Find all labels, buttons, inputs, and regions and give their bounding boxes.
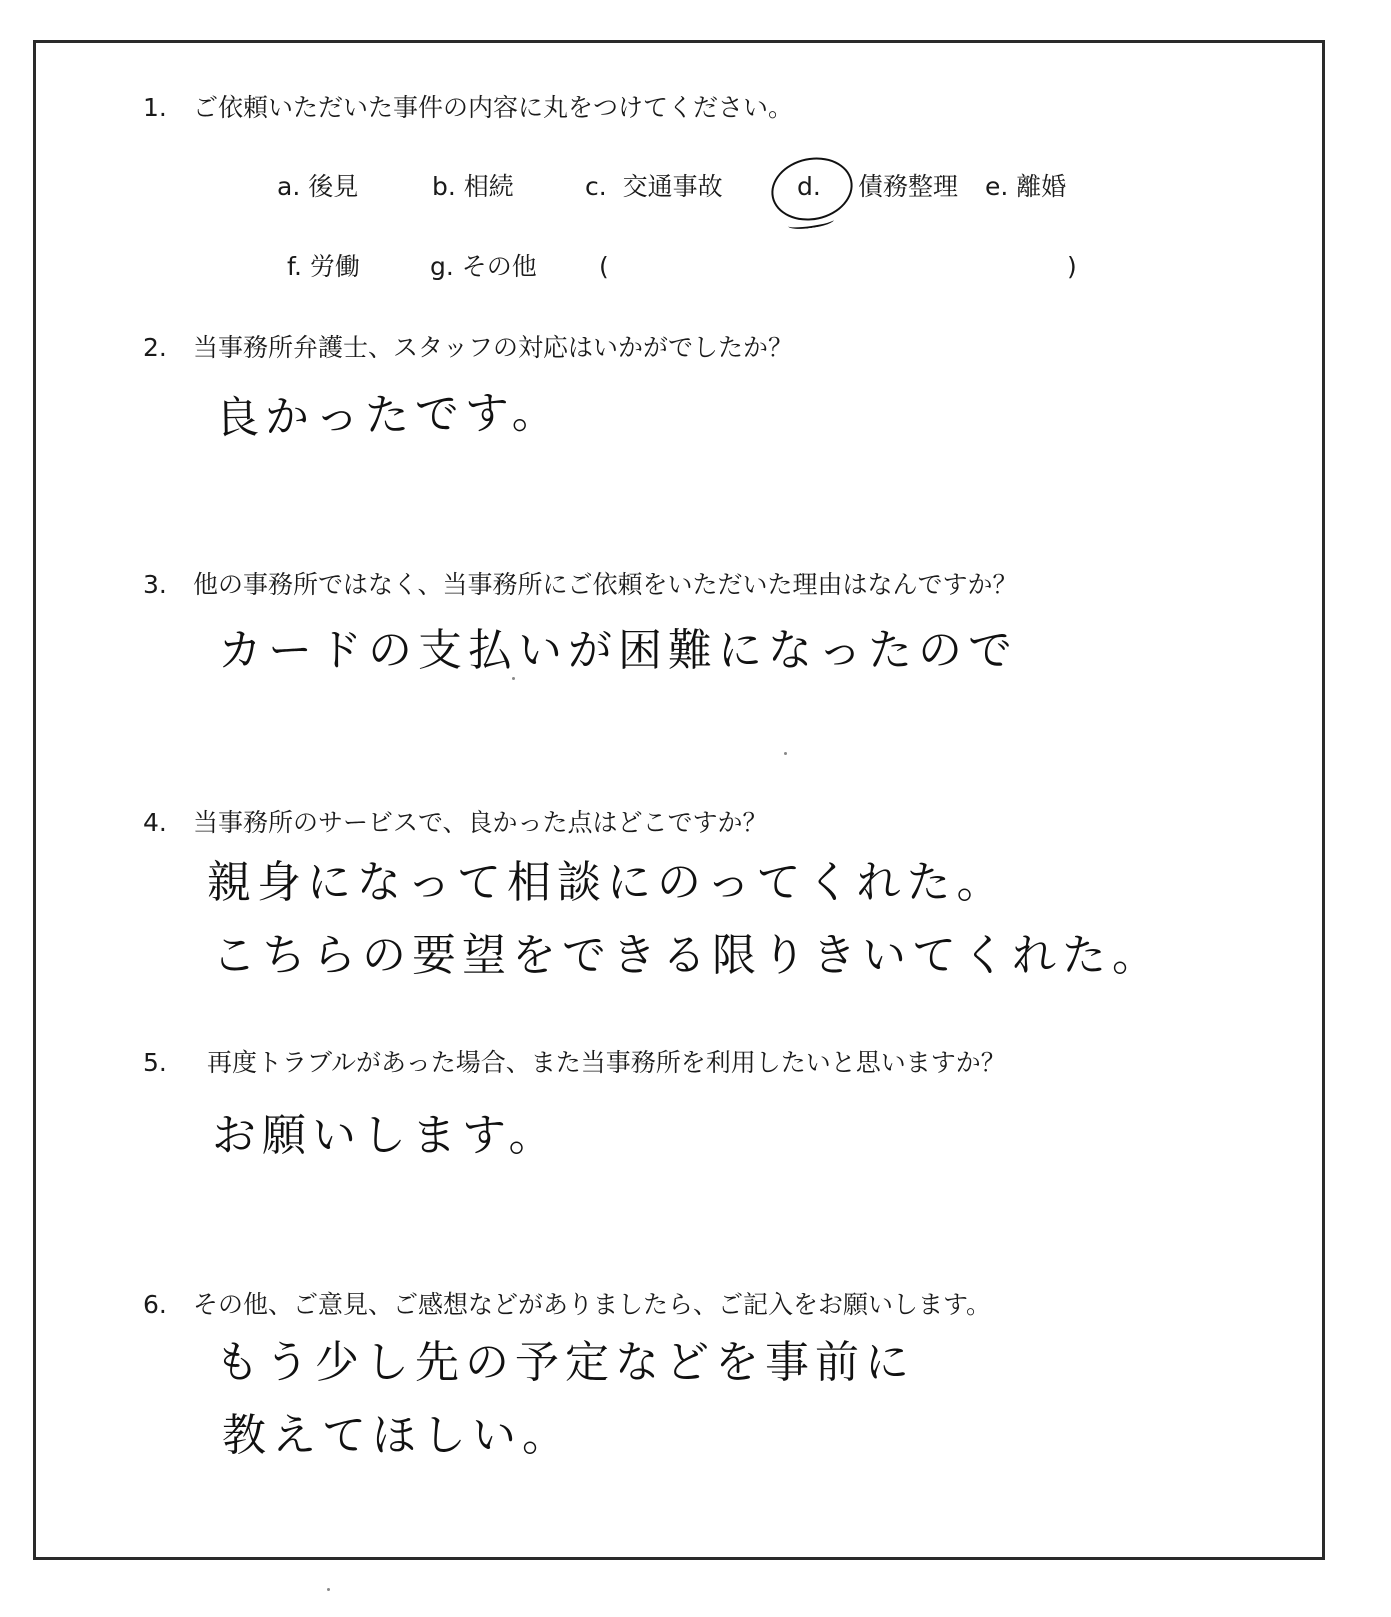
q5-answer-line-1: お願いします。 bbox=[212, 1110, 559, 1161]
option-a: a. 後見 bbox=[277, 172, 359, 201]
q1-number: 1. bbox=[143, 93, 167, 122]
q2-answer-line-1: 良かったです。 bbox=[214, 386, 562, 445]
q3-text: 他の事務所ではなく、当事務所にご依頼をいただいた理由はなんですか？ bbox=[193, 570, 1018, 599]
option-e: e. 離婚 bbox=[985, 172, 1067, 201]
q2-text: 当事務所弁護士、スタッフの対応はいかがでしたか？ bbox=[193, 333, 794, 362]
other-paren-open: ( bbox=[599, 252, 609, 281]
q6-number: 6. bbox=[143, 1290, 167, 1319]
q3-answer-line-1: カードの支払いが困難になったので bbox=[218, 625, 1018, 676]
q4-answer-line-2: こちらの要望をできる限りきいてくれた。 bbox=[212, 930, 1162, 981]
q3-number: 3. bbox=[143, 570, 167, 599]
q5-number: 5. bbox=[143, 1048, 167, 1077]
q4-text: 当事務所のサービスで、良かった点はどこですか？ bbox=[193, 808, 768, 837]
scan-speck bbox=[784, 752, 787, 755]
option-d-letter: d. bbox=[797, 172, 821, 201]
q5-text: 再度トラブルがあった場合、また当事務所を利用したいと思いますか？ bbox=[207, 1048, 1006, 1077]
q1-text: ご依頼いただいた事件の内容に丸をつけてください。 bbox=[193, 93, 794, 122]
scan-speck bbox=[327, 1588, 330, 1591]
q6-answer-line-2: 教えてほしい。 bbox=[222, 1410, 572, 1461]
option-g: g. その他 bbox=[430, 252, 537, 281]
scan-speck bbox=[512, 677, 515, 680]
option-f: f. 労働 bbox=[287, 252, 360, 281]
q4-answer-line-1: 親身になって相談にのってくれた。 bbox=[207, 857, 1007, 908]
q4-number: 4. bbox=[143, 808, 167, 837]
q6-text: その他、ご意見、ご感想などがありましたら、ご記入をお願いします。 bbox=[193, 1290, 992, 1319]
option-d-label: 債務整理 bbox=[858, 172, 959, 201]
option-c: c. 交通事故 bbox=[585, 172, 723, 201]
q2-number: 2. bbox=[143, 333, 167, 362]
form-border bbox=[33, 40, 1325, 1560]
other-paren-close: ) bbox=[1067, 252, 1077, 281]
option-b: b. 相続 bbox=[432, 172, 514, 201]
q6-answer-line-1: もう少し先の予定などを事前に bbox=[215, 1337, 915, 1388]
